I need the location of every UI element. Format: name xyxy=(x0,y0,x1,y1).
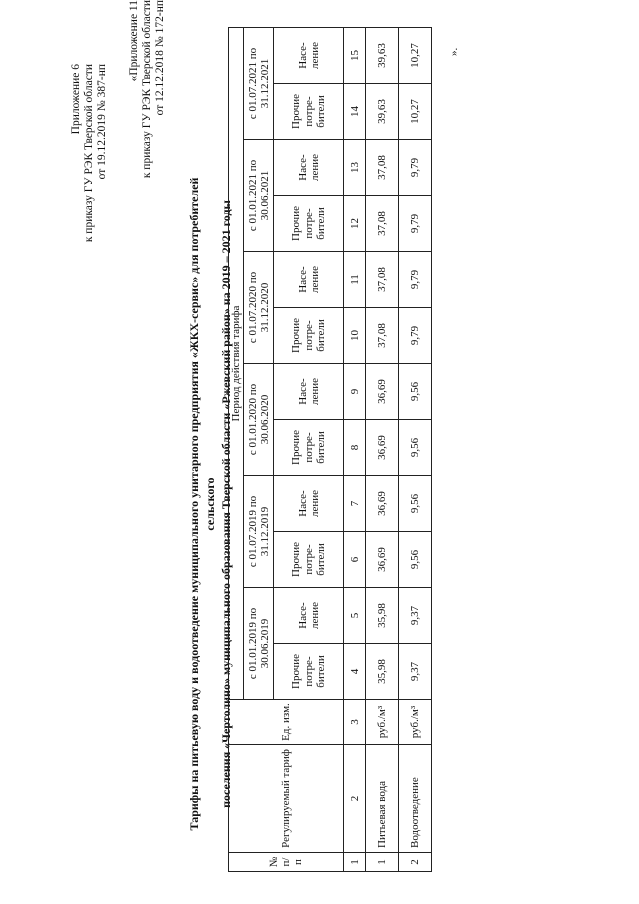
row-tariff-name: Питьевая вода xyxy=(366,745,399,853)
colnum: 1 xyxy=(344,853,366,872)
period-2021-h1: с 01.01.2021 по 30.06.2021 xyxy=(244,140,274,252)
colnum: 4 xyxy=(344,644,366,700)
appendix-6-line3: от 19.12.2019 № 387-нп xyxy=(95,64,108,180)
row-value: 9,79 xyxy=(399,252,432,308)
row-value: 39,63 xyxy=(366,84,399,140)
period-2019-h2: с 01.07.2019 по 31.12.2019 xyxy=(244,476,274,588)
colnum: 11 xyxy=(344,252,366,308)
sub-other: Прочие потре-бители xyxy=(274,308,344,364)
row-value: 36,69 xyxy=(366,532,399,588)
period-2021-h2: с 01.07.2021 по 31.12.2021 xyxy=(244,28,274,140)
appendix-6-line2: к приказу ГУ РЭК Тверской области xyxy=(82,64,95,243)
row-value: 9,37 xyxy=(399,588,432,644)
header-num: № п/п xyxy=(229,853,344,872)
colnum: 13 xyxy=(344,140,366,196)
colnum: 15 xyxy=(344,28,366,84)
sub-population: Насе-ление xyxy=(274,364,344,420)
appendix-11-line1: «Приложение 11 xyxy=(128,0,140,82)
sub-other: Прочие потре-бители xyxy=(274,532,344,588)
row-value: 39,63 xyxy=(366,28,399,84)
period-2019-h1: с 01.01.2019 по 30.06.2019 xyxy=(244,588,274,700)
colnum: 9 xyxy=(344,364,366,420)
row-value: 10,27 xyxy=(399,84,432,140)
header-period: Период действия тарифа xyxy=(229,28,244,700)
row-value: 35,98 xyxy=(366,588,399,644)
sub-other: Прочие потре-бители xyxy=(274,84,344,140)
column-number-row xyxy=(344,28,366,872)
row-value: 36,69 xyxy=(366,420,399,476)
colnum: 8 xyxy=(344,420,366,476)
row-value: 9,56 xyxy=(399,420,432,476)
colnum: 12 xyxy=(344,196,366,252)
row-num: 2 xyxy=(399,853,432,872)
title-line1: Тарифы на питьевую воду и водоотведение муниципального унитарного предприятия «ЖКХ-сервис» для потребителей сельского xyxy=(187,177,218,831)
row-value: 37,08 xyxy=(366,196,399,252)
row-value: 37,08 xyxy=(366,308,399,364)
sub-other: Прочие потре-бители xyxy=(274,644,344,700)
colnum: 2 xyxy=(344,745,366,853)
sub-other: Прочие потре-бители xyxy=(274,420,344,476)
colnum: 6 xyxy=(344,532,366,588)
row-num: 1 xyxy=(366,853,399,872)
sub-population: Насе-ление xyxy=(274,28,344,84)
colnum: 5 xyxy=(344,588,366,644)
row-value: 9,79 xyxy=(399,140,432,196)
sub-population: Насе-ление xyxy=(274,476,344,532)
table-row-drinking-water xyxy=(366,28,399,872)
row-value: 36,69 xyxy=(366,364,399,420)
colnum: 14 xyxy=(344,84,366,140)
sub-population: Насе-ление xyxy=(274,140,344,196)
appendix-11-line2: к приказу ГУ РЭК Тверской области xyxy=(140,0,153,179)
row-value: 37,08 xyxy=(366,140,399,196)
appendix-6-line1: Приложение 6 xyxy=(70,64,82,135)
title-line2: поселения «Чертолино» муниципального образования Тверской области «Ржевский район» на 2019 – 2021 годы xyxy=(219,200,234,808)
row-value: 10,27 xyxy=(399,28,432,84)
colnum: 7 xyxy=(344,476,366,532)
row-value: 36,69 xyxy=(366,476,399,532)
appendix-6-header xyxy=(70,64,109,904)
colnum: 10 xyxy=(344,308,366,364)
closing-quote: ». xyxy=(448,47,460,56)
period-2020-h1: с 01.01.2020 по 30.06.2020 xyxy=(244,364,274,476)
sub-population: Насе-ление xyxy=(274,588,344,644)
row-value: 9,79 xyxy=(399,308,432,364)
period-2020-h2: с 01.07.2020 по 31.12.2020 xyxy=(244,252,274,364)
table-row-wastewater xyxy=(399,28,432,872)
row-unit: руб./м³ xyxy=(366,700,399,745)
header-tariff: Регулируемый тариф xyxy=(229,745,344,853)
row-tariff-name: Водоотведение xyxy=(399,745,432,853)
row-unit: руб./м³ xyxy=(399,700,432,745)
row-value: 35,98 xyxy=(366,644,399,700)
row-value: 9,79 xyxy=(399,196,432,252)
sub-population: Насе-ление xyxy=(274,252,344,308)
row-value: 9,37 xyxy=(399,644,432,700)
header-unit: Ед. изм. xyxy=(229,700,344,745)
header-row-period xyxy=(229,28,244,872)
appendix-11-line3: от 12.12.2018 № 172-нп xyxy=(153,0,166,116)
sub-other: Прочие потре-бители xyxy=(274,196,344,252)
row-value: 37,08 xyxy=(366,252,399,308)
tariff-table xyxy=(228,27,432,872)
row-value: 9,56 xyxy=(399,364,432,420)
row-value: 9,56 xyxy=(399,476,432,532)
colnum: 3 xyxy=(344,700,366,745)
appendix-11-header xyxy=(128,0,167,904)
row-value: 9,56 xyxy=(399,532,432,588)
